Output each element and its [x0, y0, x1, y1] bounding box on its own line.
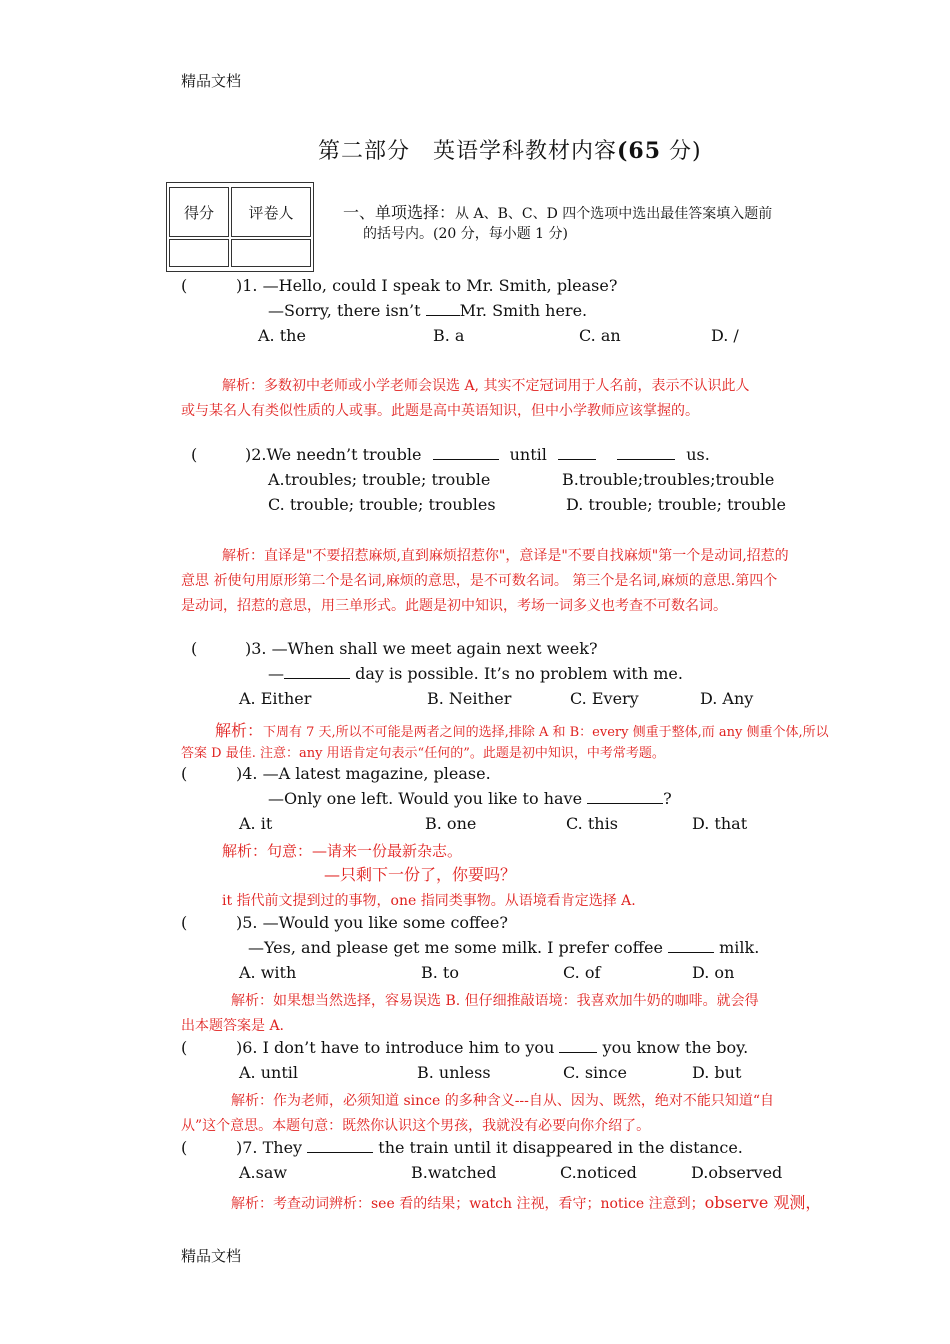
q1-line2: —Sorry, there isn’t Mr. Smith here.: [268, 301, 588, 320]
page-header: 精品文档: [181, 72, 242, 90]
q7-option-d[interactable]: D.observed: [691, 1163, 783, 1182]
q5-blank[interactable]: [668, 938, 714, 953]
q4-blank[interactable]: [587, 789, 663, 804]
q5-option-b[interactable]: B. to: [421, 963, 459, 982]
q5-line2: —Yes, and please get me some milk. I prefer coffee milk.: [248, 938, 760, 957]
q3-line1: )3. —When shall we meet again next week?: [245, 639, 598, 658]
q4-line1: )4. —A latest magazine, please.: [236, 764, 491, 783]
q2-option-c[interactable]: C. trouble; trouble; troubles: [268, 495, 496, 514]
q1-paren[interactable]: (: [181, 276, 188, 295]
q4-paren[interactable]: (: [181, 764, 188, 783]
q3-paren[interactable]: (: [191, 639, 198, 658]
q5-option-c[interactable]: C. of: [563, 963, 601, 982]
q5-explanation: 解析：如果想当然选择，容易误选 B. 但仔细推敲语境：我喜欢加牛奶的咖啡。就会得: [231, 993, 759, 1009]
q5-line1: )5. —Would you like some coffee?: [236, 913, 508, 932]
q7-blank[interactable]: [307, 1138, 373, 1153]
q5-explanation-2: 出本题答案是 A.: [181, 1018, 285, 1034]
q1-blank[interactable]: [426, 301, 460, 316]
q2-line1: )2.We needn’t trouble until us.: [245, 445, 710, 464]
q3-line2: — day is possible. It’s no problem with me.: [268, 664, 683, 683]
q2-explanation-3: 是动词，招惹的意思，用三单形式。此题是初中知识，考场一词多义也考查不可数名词。: [181, 598, 727, 614]
q3-option-d[interactable]: D. Any: [700, 689, 754, 708]
q4-explanation: 解析：句意：—请来一份最新杂志。: [222, 842, 463, 860]
q4-option-b[interactable]: B. one: [425, 814, 477, 833]
q6-explanation-2: 从”这个意思。本题句意：既然你认识这个男孩，我就没有必要向你介绍了。: [181, 1118, 651, 1134]
q3-option-c[interactable]: C. Every: [570, 689, 639, 708]
q6-paren[interactable]: (: [181, 1038, 188, 1057]
q4-option-c[interactable]: C. this: [566, 814, 618, 833]
q7-paren[interactable]: (: [181, 1138, 188, 1157]
q2-blank-1[interactable]: [433, 445, 499, 460]
q2-option-d[interactable]: D. trouble; trouble; trouble: [566, 495, 786, 514]
q1-option-a[interactable]: A. the: [258, 326, 306, 345]
q4-option-a[interactable]: A. it: [239, 814, 273, 833]
q2-option-a[interactable]: A.troubles; trouble; trouble: [268, 470, 491, 489]
q2-explanation-2: 意思 祈使句用原形第二个是名词,麻烦的意思，是不可数名词。 第三个是名词,麻烦的意思.第四个: [181, 573, 778, 589]
q4-explanation-2: —只剩下一份了，你要吗？: [324, 865, 517, 884]
score-header-cell: 得分: [169, 187, 229, 237]
q5-paren[interactable]: (: [181, 913, 188, 932]
title-score: (65: [617, 138, 662, 164]
page-footer: 精品文档: [181, 1247, 242, 1265]
q1-explanation-2: 或与某名人有类似性质的人或事。此题是高中英语知识，但中小学教师应该掌握的。: [181, 403, 699, 419]
q3-option-b[interactable]: B. Neither: [427, 689, 512, 708]
q7-option-c[interactable]: C.noticed: [560, 1163, 637, 1182]
q2-explanation: 解析：直译是"不要招惹麻烦,直到麻烦招惹你"，意译是"不要自找麻烦"第一个是动词,招惹的: [222, 548, 789, 564]
q6-blank[interactable]: [559, 1038, 597, 1053]
q4-line2: —Only one left. Would you like to have ?: [268, 789, 672, 808]
q5-option-a[interactable]: A. with: [239, 963, 297, 982]
score-value-cell[interactable]: [169, 239, 229, 267]
q2-blank-2[interactable]: [558, 445, 596, 460]
q4-option-d[interactable]: D. that: [692, 814, 748, 833]
q7-explanation: 解析：考查动词辨析：see 看的结果；watch 注视，看守；notice 注意到；observe 观测，: [231, 1193, 822, 1212]
grader-header-cell: 评卷人: [231, 187, 311, 237]
q6-option-b[interactable]: B. unless: [417, 1063, 491, 1082]
q1-option-b[interactable]: B. a: [433, 326, 465, 345]
title-text: 第二部分 英语学科教材内容: [318, 139, 618, 164]
q6-line1: )6. I don’t have to introduce him to you you know the boy.: [236, 1038, 749, 1057]
q6-option-c[interactable]: C. since: [563, 1063, 627, 1082]
title-unit: 分): [669, 139, 702, 164]
q2-option-b[interactable]: B.trouble;troubles;trouble: [562, 470, 775, 489]
page-title: [318, 134, 702, 165]
section-heading: 一、单项选择：从 A、B、C、D 四个选项中选出最佳答案填入题前: [343, 203, 773, 222]
q6-option-a[interactable]: A. until: [239, 1063, 298, 1082]
q4-explanation-3: it 指代前文提到过的事物，one 指同类事物。从语境看肯定选择 A.: [222, 893, 636, 909]
q3-explanation: 解析：下周有 7 天,所以不可能是两者之间的选择,排除 A 和 B：every 侧重于整体,而 any 侧重个体,所以: [215, 721, 829, 740]
q7-option-b[interactable]: B.watched: [411, 1163, 497, 1182]
grader-value-cell[interactable]: [231, 239, 311, 267]
section-desc: 的括号内。(20 分，每小题 1 分): [363, 226, 568, 242]
score-table: [166, 182, 314, 272]
q1-line1: )1. —Hello, could I speak to Mr. Smith, please?: [236, 276, 618, 295]
q3-option-a[interactable]: A. Either: [239, 689, 312, 708]
q7-option-a[interactable]: A.saw: [239, 1163, 288, 1182]
q3-explanation-2: 答案 D 最佳. 注意：any 用语肯定句表示“任何的”。此题是初中知识，中考常考题。: [181, 746, 665, 761]
q1-explanation: 解析：多数初中老师或小学老师会误选 A, 其实不定冠词用于人名前，表示不认识此人: [222, 378, 750, 394]
q1-option-d[interactable]: D. /: [711, 326, 739, 345]
q1-option-c[interactable]: C. an: [579, 326, 621, 345]
q3-blank[interactable]: [284, 664, 350, 679]
q6-option-d[interactable]: D. but: [692, 1063, 742, 1082]
q2-paren[interactable]: (: [191, 445, 198, 464]
q5-option-d[interactable]: D. on: [692, 963, 735, 982]
q6-explanation: 解析：作为老师，必须知道 since 的多种含义---自从、因为、既然，绝对不能只知道“自: [231, 1093, 775, 1109]
q2-blank-3[interactable]: [617, 445, 675, 460]
q7-line1: )7. They the train until it disappeared in the distance.: [236, 1138, 743, 1157]
